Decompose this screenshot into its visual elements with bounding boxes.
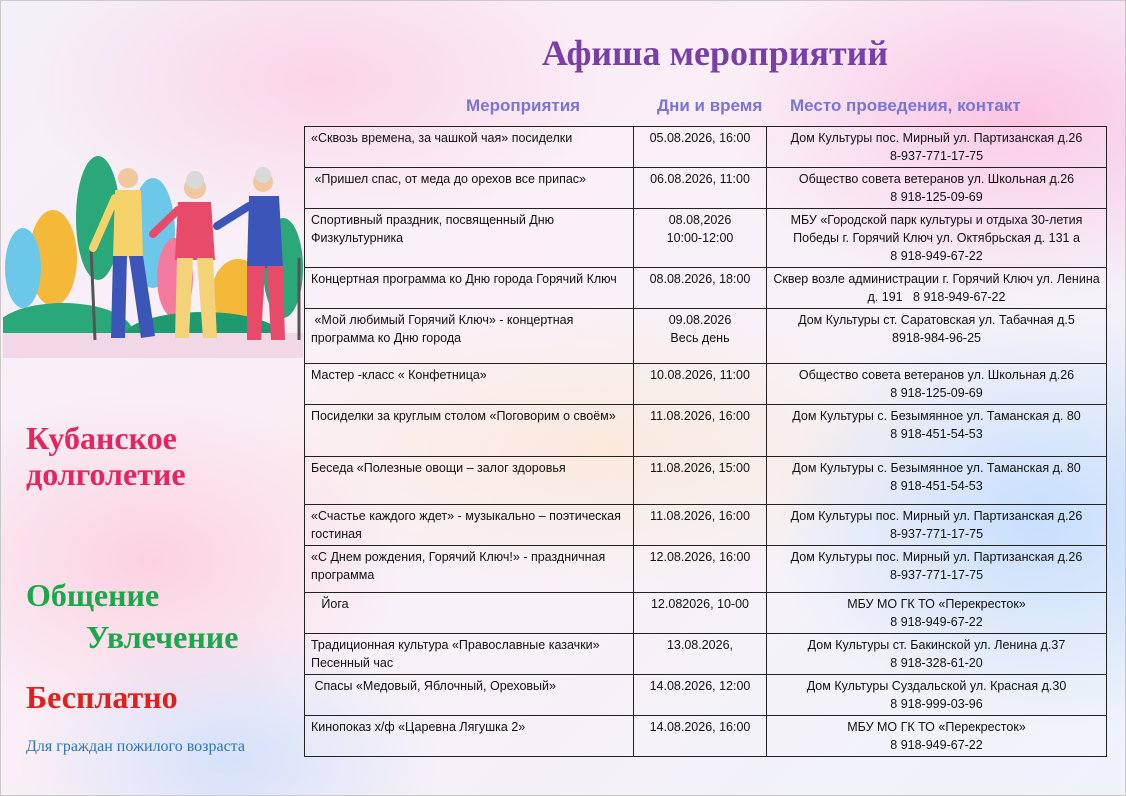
column-header-place: Место проведения, контакт — [790, 96, 1021, 115]
table-row — [305, 634, 1107, 675]
event-address: Общество совета ветеранов ул. Школьная д.26 — [798, 368, 1075, 382]
event-contact: 8 918-949-67-22 — [890, 738, 983, 752]
event-address: Дом Культуры с. Безымянное ул. Таманская д. 80 — [792, 409, 1081, 423]
slogan-communication: Общение — [26, 577, 160, 613]
slogan-free: Бесплатно — [26, 679, 178, 715]
event-name: Йога — [305, 593, 634, 634]
event-date: 08.08.2026, 18:00 — [634, 268, 767, 309]
event-contact: 8 918-451-54-53 — [890, 427, 983, 441]
event-place — [767, 268, 1107, 309]
event-contact: 8 918-949-67-22 — [890, 249, 983, 263]
slogan-audience: Для граждан пожилого возраста — [26, 738, 245, 755]
event-place — [767, 209, 1107, 268]
event-address: Дом Культуры пос. Мирный ул. Партизанская д.26 — [790, 509, 1083, 523]
event-place — [767, 405, 1107, 457]
event-place — [767, 309, 1107, 364]
event-address: МБУ «Городской парк культуры и отдыха 30-летия Победы г. Горячий Ключ ул. Октябрьская д. 131 а — [790, 213, 1086, 245]
event-name: Спортивный праздник, посвященный Дню Физкультурника — [305, 209, 634, 268]
event-date: 06.08.2026, 11:00 — [634, 168, 767, 209]
event-address: Дом Культуры ст. Бакинской ул. Ленина д.37 — [807, 638, 1066, 652]
event-contact: 8-937-771-17-75 — [889, 568, 984, 582]
table-row — [305, 405, 1107, 457]
table-row — [305, 457, 1107, 505]
column-header-dates: Дни и время — [657, 96, 763, 115]
event-address: Общество совета ветеранов ул. Школьная д.26 — [798, 172, 1075, 186]
event-place — [767, 634, 1107, 675]
event-date: 05.08.2026, 16:00 — [634, 127, 767, 168]
table-row — [305, 716, 1107, 757]
event-place — [767, 457, 1107, 505]
event-address: Дом Культуры пос. Мирный ул. Партизанская д.26 — [790, 550, 1083, 564]
event-place — [767, 593, 1107, 634]
event-place — [767, 364, 1107, 405]
event-contact: 8 918-125-09-69 — [890, 386, 983, 400]
events-table — [304, 126, 1107, 757]
event-address: Сквер возле администрации г. Горячий Ключ ул. Ленина д. 191 8 918-949-67-22 — [773, 272, 1104, 304]
event-contact: 8 918-949-67-22 — [890, 615, 983, 629]
event-name: Кинопоказ х/ф «Царевна Лягушка 2» — [305, 716, 634, 757]
event-date: 08.08,2026 10:00-12:00 — [634, 209, 767, 268]
event-name: Посиделки за круглым столом «Поговорим о своём» — [305, 405, 634, 457]
slogan-kuban-line1: Кубанское — [26, 420, 177, 456]
table-row — [305, 168, 1107, 209]
table-row — [305, 505, 1107, 546]
event-date: 11.08.2026, 16:00 — [634, 405, 767, 457]
event-date: 10.08.2026, 11:00 — [634, 364, 767, 405]
event-name: «Сквозь времена, за чашкой чая» посиделки — [305, 127, 634, 168]
slogan-hobby: Увлечение — [86, 619, 239, 655]
table-row — [305, 593, 1107, 634]
event-name: Традиционная культура «Православные казачки» Песенный час — [305, 634, 634, 675]
event-place — [767, 168, 1107, 209]
event-name: Беседа «Полезные овощи – залог здоровья — [305, 457, 634, 505]
event-place — [767, 546, 1107, 593]
table-row — [305, 268, 1107, 309]
event-name: «Счастье каждого ждет» - музыкально – поэтическая гостиная — [305, 505, 634, 546]
event-contact: 8-937-771-17-75 — [889, 527, 984, 541]
event-contact: 8 918-451-54-53 — [890, 479, 983, 493]
event-date: 12.082026, 10-00 — [634, 593, 767, 634]
table-row — [305, 209, 1107, 268]
table-row — [305, 127, 1107, 168]
event-place — [767, 127, 1107, 168]
event-name: Спасы «Медовый, Яблочный, Ореховый» — [305, 675, 634, 716]
table-row — [305, 675, 1107, 716]
column-header-events: Мероприятия — [466, 96, 581, 115]
event-date: 12.08.2026, 16:00 — [634, 546, 767, 593]
table-row — [305, 546, 1107, 593]
slogan-kuban-line2: долголетие — [26, 456, 186, 492]
event-name: «Мой любимый Горячий Ключ» - концертная программа ко Дню города — [305, 309, 634, 364]
elderly-people-walking-illustration — [3, 148, 303, 358]
event-place — [767, 505, 1107, 546]
event-address: МБУ МО ГК ТО «Перекресток» — [847, 597, 1026, 611]
event-place — [767, 716, 1107, 757]
event-contact: 8918-984-96-25 — [892, 331, 981, 345]
event-date: 14.08.2026, 16:00 — [634, 716, 767, 757]
event-address: Дом Культуры пос. Мирный ул. Партизанская д.26 — [790, 131, 1083, 145]
event-date: 09.08.2026 Весь день — [634, 309, 767, 364]
event-date: 11.08.2026, 15:00 — [634, 457, 767, 505]
page-title: Афиша мероприятий — [541, 33, 889, 73]
event-address: МБУ МО ГК ТО «Перекресток» — [847, 720, 1026, 734]
event-date: 14.08.2026, 12:00 — [634, 675, 767, 716]
event-date: 11.08.2026, 16:00 — [634, 505, 767, 546]
event-address: Дом Культуры Суздальской ул. Красная д.30 — [806, 679, 1067, 693]
event-name: Мастер -класс « Конфетница» — [305, 364, 634, 405]
event-address: Дом Культуры ст. Саратовская ул. Табачная д.5 — [798, 313, 1075, 327]
table-row — [305, 309, 1107, 364]
event-name: Концертная программа ко Дню города Горячий Ключ — [305, 268, 634, 309]
table-row — [305, 364, 1107, 405]
slogan-kuban-longevity — [26, 420, 186, 492]
event-contact: 8 918-328-61-20 — [890, 656, 983, 670]
event-name: «С Днем рождения, Горячий Ключ!» - праздничная программа — [305, 546, 634, 593]
event-name: «Пришел спас, от меда до орехов все припас» — [305, 168, 634, 209]
event-place — [767, 675, 1107, 716]
event-contact: 8 918-125-09-69 — [890, 190, 983, 204]
event-address: Дом Культуры с. Безымянное ул. Таманская д. 80 — [792, 461, 1081, 475]
event-date: 13.08.2026, — [634, 634, 767, 675]
event-contact: 8-937-771-17-75 — [889, 149, 984, 163]
event-contact: 8 918-999-03-96 — [890, 697, 983, 711]
